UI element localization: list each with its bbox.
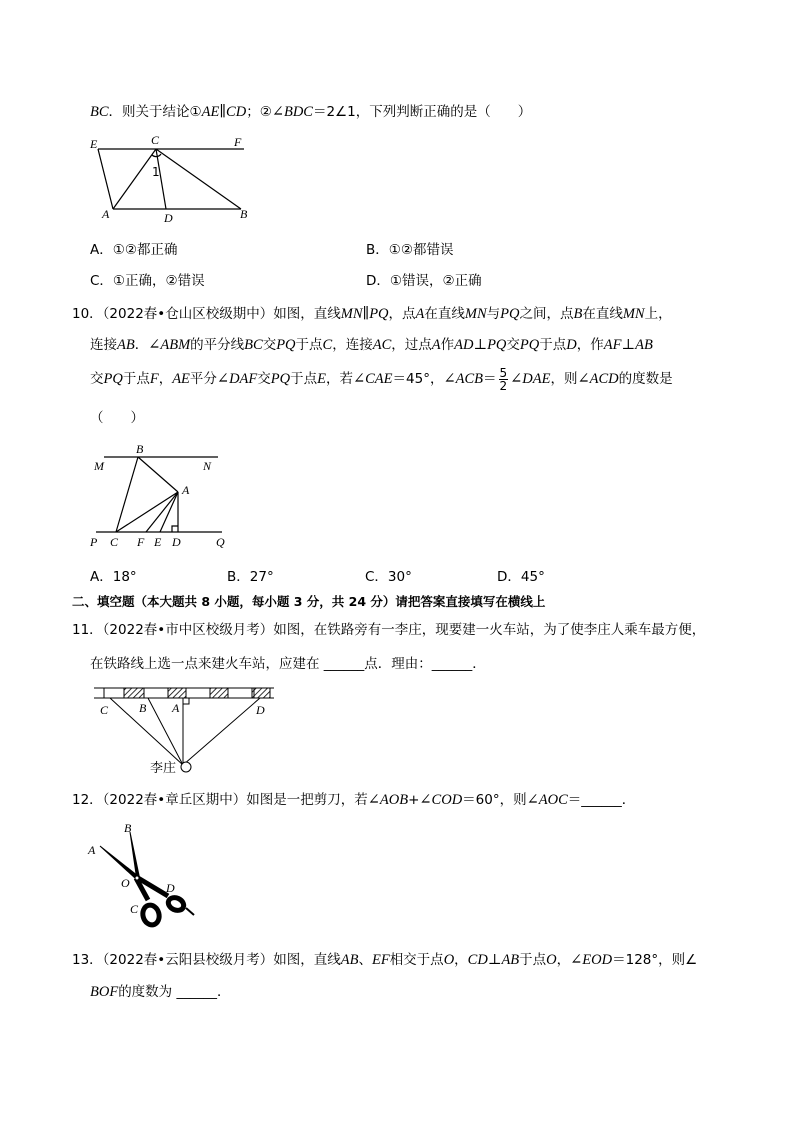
q10-label-E: E (154, 535, 162, 549)
q10-line1: 10．（2022春•仓山区校级期中）如图，直线MN∥PQ，点A在直线MN与PQ之间，点B在直线MN上， (72, 306, 672, 322)
q9-label-B: B (240, 207, 248, 221)
q9-option-b[interactable]: B．①②都错误 (366, 242, 454, 258)
q11-line1: 11．（2022春•市中区校级月考）如图，在铁路旁有一李庄，现要建一火车站，为了使李庄人乘车最方便， (72, 622, 706, 638)
q10-option-d[interactable]: D．45° (497, 569, 545, 585)
q9-label-1: 1 (152, 165, 160, 179)
q10-option-b[interactable]: B．27° (227, 569, 274, 585)
q10-figure (86, 440, 236, 555)
q10-line2: 连接AB．∠ABM的平分线BC交PQ于点C，连接AC，过点A作AD⊥PQ交PQ于点D，作AF⊥AB (90, 337, 653, 353)
q9-label-E: E (90, 137, 98, 151)
q10-label-A: A (182, 483, 190, 497)
q12-line: 12．（2022春•章丘区期中）如图是一把剪刀，若∠AOB+∠COD＝60°，则∠AOC＝______． (72, 792, 636, 808)
q9-stem: BC．则关于结论①AE∥CD；②∠BDC＝2∠1，下列判断正确的是（ ） (90, 104, 532, 120)
q10-option-a[interactable]: A．18° (90, 569, 137, 585)
q12-label-D: D (166, 881, 175, 895)
q12-figure (86, 820, 206, 935)
q10-line4: （ ） (90, 410, 144, 426)
q11-label-village: 李庄 (150, 761, 177, 776)
q10-label-F: F (137, 535, 145, 549)
q11-label-D: D (256, 703, 265, 717)
q11-label-B: B (139, 701, 147, 715)
q9-option-a[interactable]: A．①②都正确 (90, 242, 178, 258)
q13-line2: BOF的度数为 ______． (90, 984, 231, 1000)
q9-label-C: C (151, 133, 160, 147)
q9-option-c[interactable]: C．①正确，②错误 (90, 273, 205, 289)
q10-fraction: $\frac{5}{2}$ (499, 365, 508, 393)
q12-label-B: B (124, 821, 132, 835)
q9-label-A: A (102, 207, 110, 221)
q10-label-Q: Q (216, 535, 225, 549)
q12-label-A: A (88, 843, 96, 857)
q9-label-D: D (164, 211, 173, 225)
q11-line2: 在铁路线上选一点来建火车站，应建在 ______点．理由：______． (90, 656, 486, 672)
section2-heading: 二、填空题（本大题共 8 小题，每小题 3 分，共 24 分）请把答案直接填写在横线上 (72, 594, 546, 609)
q10-label-D: D (172, 535, 181, 549)
q11-label-A: A (172, 701, 180, 715)
q13-line1: 13．（2022春•云阳县校级月考）如图，直线AB、EF相交于点O，CD⊥AB于点O，∠EOD＝128°，则∠ (72, 952, 698, 968)
q10-label-B: B (136, 442, 144, 456)
q11-label-C: C (100, 703, 109, 717)
q10-line3: 交PQ于点F，AE平分∠DAF交PQ于点E，若∠CAE＝45°，∠ACB＝ $\frac{5}{2}$ ∠DAE，则∠ACD的度数是 (90, 365, 673, 393)
q12-label-C: C (130, 902, 139, 916)
q10-label-M: M (94, 459, 104, 473)
q12-label-O: O (121, 876, 130, 890)
q9-figure (86, 132, 256, 227)
q10-option-c[interactable]: C．30° (365, 569, 412, 585)
q10-label-N: N (203, 459, 212, 473)
q9-label-F: F (234, 135, 242, 149)
q11-figure (90, 684, 280, 776)
q10-label-P: P (90, 535, 98, 549)
q9-option-d[interactable]: D．①错误，②正确 (366, 273, 482, 289)
q10-label-C: C (110, 535, 119, 549)
